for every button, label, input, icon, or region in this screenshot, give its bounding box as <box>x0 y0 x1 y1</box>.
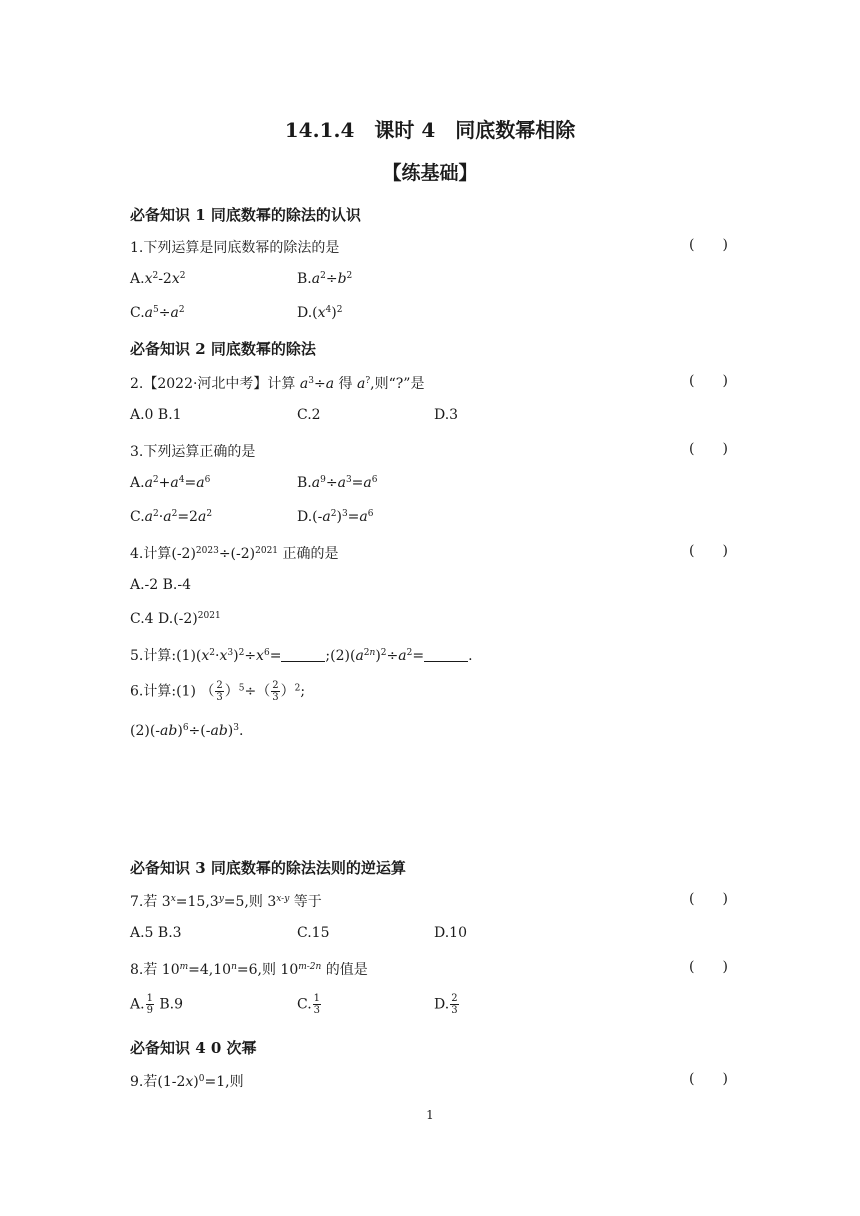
question-6-part-1: 6.计算:(1) （ $\frac{2}{3}$ ）$^5$÷（ $\frac{2}{3}$ ）$^2$; <box>130 680 306 703</box>
question-3-option-b: $B.a^9\div a^3=a^6$ <box>297 475 378 491</box>
question-1-option-c: $C.a^5\div a^2$ <box>130 305 185 321</box>
question-1-stem: 1.下列运算是同底数幂的除法的是 <box>130 240 340 256</box>
answer-blank-5-1[interactable] <box>281 649 325 662</box>
answer-blank-5-2[interactable] <box>424 649 468 662</box>
question-7-option-ab: A.5 B.3 <box>130 925 182 941</box>
page-number: 1 <box>426 1108 434 1122</box>
answer-paren-3: ( ) <box>689 441 728 457</box>
answer-paren-7: ( ) <box>689 891 728 907</box>
answer-paren-2: ( ) <box>689 373 728 389</box>
question-3-option-a: $A.a^2+a^4=a^6$ <box>130 475 211 491</box>
question-1-option-d: $D.(x^4)^2$ <box>297 305 343 321</box>
question-2-option-d: D.3 <box>434 407 459 423</box>
question-2-option-ab: A.0 B.1 <box>130 407 182 423</box>
question-1-option-a: $A.x^2-2x^2$ <box>130 271 186 287</box>
question-3-option-c: $C.a^2\cdot a^2=2a^2$ <box>130 509 213 525</box>
answer-paren-9: ( ) <box>689 1071 728 1087</box>
question-9-stem: 9.若$(1-2x)^0=1$,则 <box>130 1074 244 1090</box>
question-7-stem: 7.若 $3^x=15,3^y=5$,则 3$^{x-y}$ 等于 <box>130 894 322 910</box>
question-4-option-ab: A.-2 B.-4 <box>130 577 192 593</box>
question-8-option-c: C. $\frac{1}{3}$ <box>297 993 321 1016</box>
question-8-option-d: D. $\frac{2}{3}$ <box>434 993 458 1016</box>
fraction-two-thirds: $\frac{2}{3}$ <box>272 680 279 703</box>
question-3-option-d: $D.(-a^2)^3=a^6$ <box>297 509 374 525</box>
page-subtitle: 【练基础】 <box>382 162 478 184</box>
page-title: 14.1.4 课时 4 同底数幂相除 <box>284 118 576 142</box>
question-7-option-c: C.15 <box>297 925 330 941</box>
question-7-option-d: D.10 <box>434 925 467 941</box>
section-heading-1: 必备知识 1 同底数幂的除法的认识 <box>130 206 361 224</box>
question-8-option-ab: A. $\frac{1}{9}$ B.9 <box>130 993 184 1016</box>
question-5: 5.计算$:(1)(x^2\cdot x^3)^2\div x^6=$ $;(2)(a^{2n})^2\div a^2=$ . <box>130 648 473 664</box>
question-6-part-2: $(2)(-ab)^6\div(-ab)^3$. <box>130 723 244 739</box>
question-3-stem: 3.下列运算正确的是 <box>130 444 256 460</box>
question-2-option-c: C.2 <box>297 407 321 423</box>
question-2-stem: 2.【2022·河北中考】计算 $a^3\div a$ 得 a?,则“?”是 <box>130 376 425 392</box>
question-4-stem: 4.计算$(-2)^{2023}\div(-2)^{2021}$ 正确的是 <box>130 546 339 562</box>
section-heading-4: 必备知识 4 0 次幂 <box>130 1039 257 1057</box>
answer-paren-1: ( ) <box>689 237 728 253</box>
question-1-option-b: $B.a^2\div b^2$ <box>297 271 353 287</box>
question-4-option-cd: C.4 $D.(-2)^{2021}$ <box>130 611 221 627</box>
section-heading-2: 必备知识 2 同底数幂的除法 <box>130 340 316 358</box>
answer-paren-4: ( ) <box>689 543 728 559</box>
answer-paren-8: ( ) <box>689 959 728 975</box>
fraction-two-thirds: $\frac{2}{3}$ <box>216 680 223 703</box>
section-heading-3: 必备知识 3 同底数幂的除法法则的逆运算 <box>130 859 406 877</box>
question-8-stem: 8.若 $10^m=4,10^n=6$,则 $10^{m-2n}$ 的值是 <box>130 962 368 978</box>
